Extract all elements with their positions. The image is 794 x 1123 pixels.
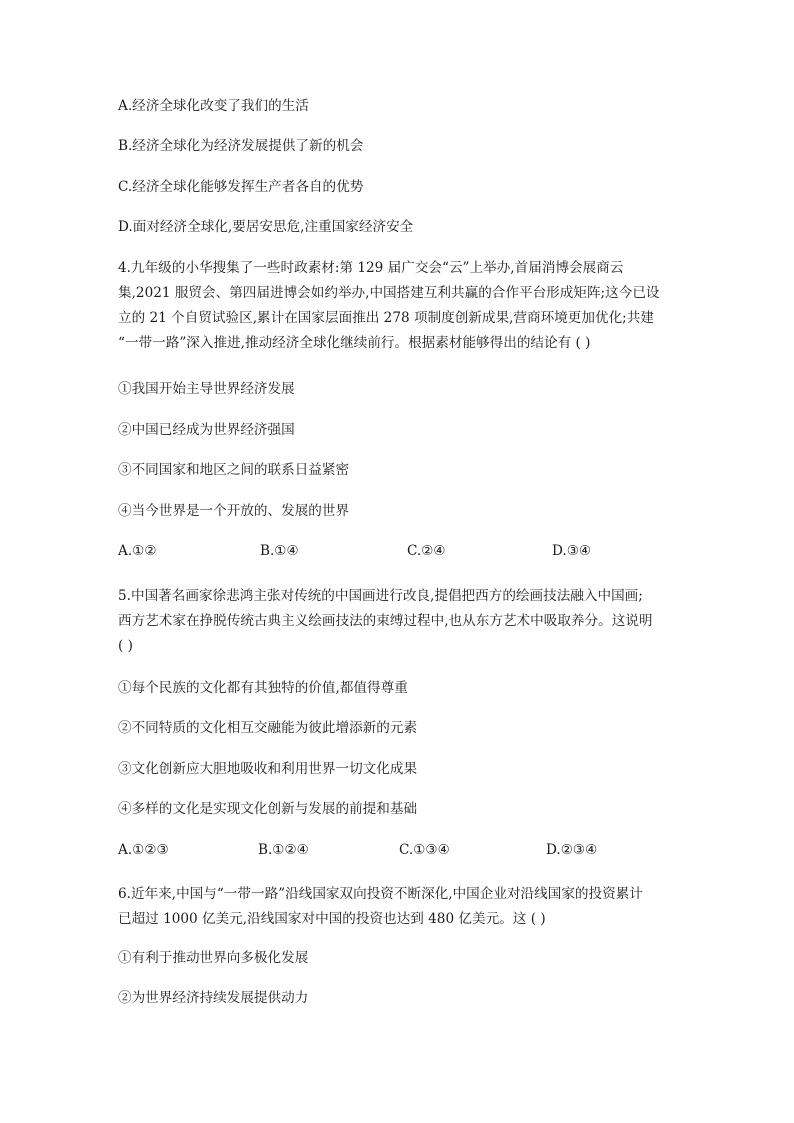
q3-option-c: C.经济全球化能够发挥生产者各自的优势: [118, 179, 364, 195]
q4-statement-1: ①我国开始主导世界经济发展: [118, 381, 295, 397]
q6-stem-line-2: 已超过 1000 亿美元,沿线国家对中国的投资也达到 480 亿美元。这 ( ): [118, 911, 546, 927]
q5-statement-4: ④多样的文化是实现文化创新与发展的前提和基础: [118, 801, 418, 817]
q4-stem-line-2: 集,2021 服贸会、第四届进博会如约举办,中国搭建互利共赢的合作平台形成矩阵;这今已设: [118, 285, 660, 301]
q5-choices: [118, 840, 678, 860]
q5-stem-line-2: 西方艺术家在挣脱传统古典主义绘画技法的束缚过程中,也从东方艺术中吸取养分。这说明: [118, 613, 653, 629]
q4-statement-4: ④当今世界是一个开放的、发展的世界: [118, 503, 350, 519]
q5-stem-line-3: ( ): [118, 638, 133, 654]
q4-statement-3: ③不同国家和地区之间的联系日益紧密: [118, 462, 350, 478]
q3-option-b: B.经济全球化为经济发展提供了新的机会: [118, 138, 364, 154]
q6-stem-line-1: 6.近年来,中国与“一带一路”沿线国家双向投资不断深化,中国企业对沿线国家的投资累计: [118, 886, 643, 902]
q4-choice-d: D.③④: [552, 543, 592, 559]
q4-statement-2: ②中国已经成为世界经济强国: [118, 422, 295, 438]
q6-statement-2: ②为世界经济持续发展提供动力: [118, 990, 309, 1006]
q5-choice-c: C.①③④: [399, 842, 450, 858]
q5-choice-a: A.①②③: [118, 842, 169, 858]
q4-choice-c: C.②④: [407, 543, 446, 559]
q5-stem-line-1: 5.中国著名画家徐悲鸿主张对传统的中国画进行改良,提倡把西方的绘画技法融入中国画;: [118, 588, 643, 604]
q4-stem-line-1: 4.九年级的小华搜集了一些时政素材:第 129 届广交会“云”上举办,首届消博会展商云: [118, 260, 624, 276]
q5-choice-d: D.②③④: [546, 842, 598, 858]
q4-stem-line-4: “一带一路”深入推进,推动经济全球化继续前行。根据素材能够得出的结论有 ( ): [118, 335, 591, 351]
q5-statement-3: ③文化创新应大胆地吸收和利用世界一切文化成果: [118, 761, 418, 777]
q5-statement-2: ②不同特质的文化相互交融能为彼此增添新的元素: [118, 720, 418, 736]
q6-statement-1: ①有利于推动世界向多极化发展: [118, 950, 309, 966]
q3-option-a: A.经济全球化改变了我们的生活: [118, 98, 309, 114]
q4-stem-line-3: 立的 21 个自贸试验区,累计在国家层面推出 278 项制度创新成果,营商环境更加优化;共建: [118, 310, 654, 326]
q5-choice-b: B.①②④: [258, 842, 309, 858]
q4-choices: [118, 541, 678, 561]
q3-option-d: D.面对经济全球化,要居安思危,注重国家经济安全: [118, 219, 414, 235]
q5-statement-1: ①每个民族的文化都有其独特的价值,都值得尊重: [118, 680, 408, 696]
q4-choice-a: A.①②: [118, 543, 157, 559]
q4-choice-b: B.①④: [260, 543, 299, 559]
